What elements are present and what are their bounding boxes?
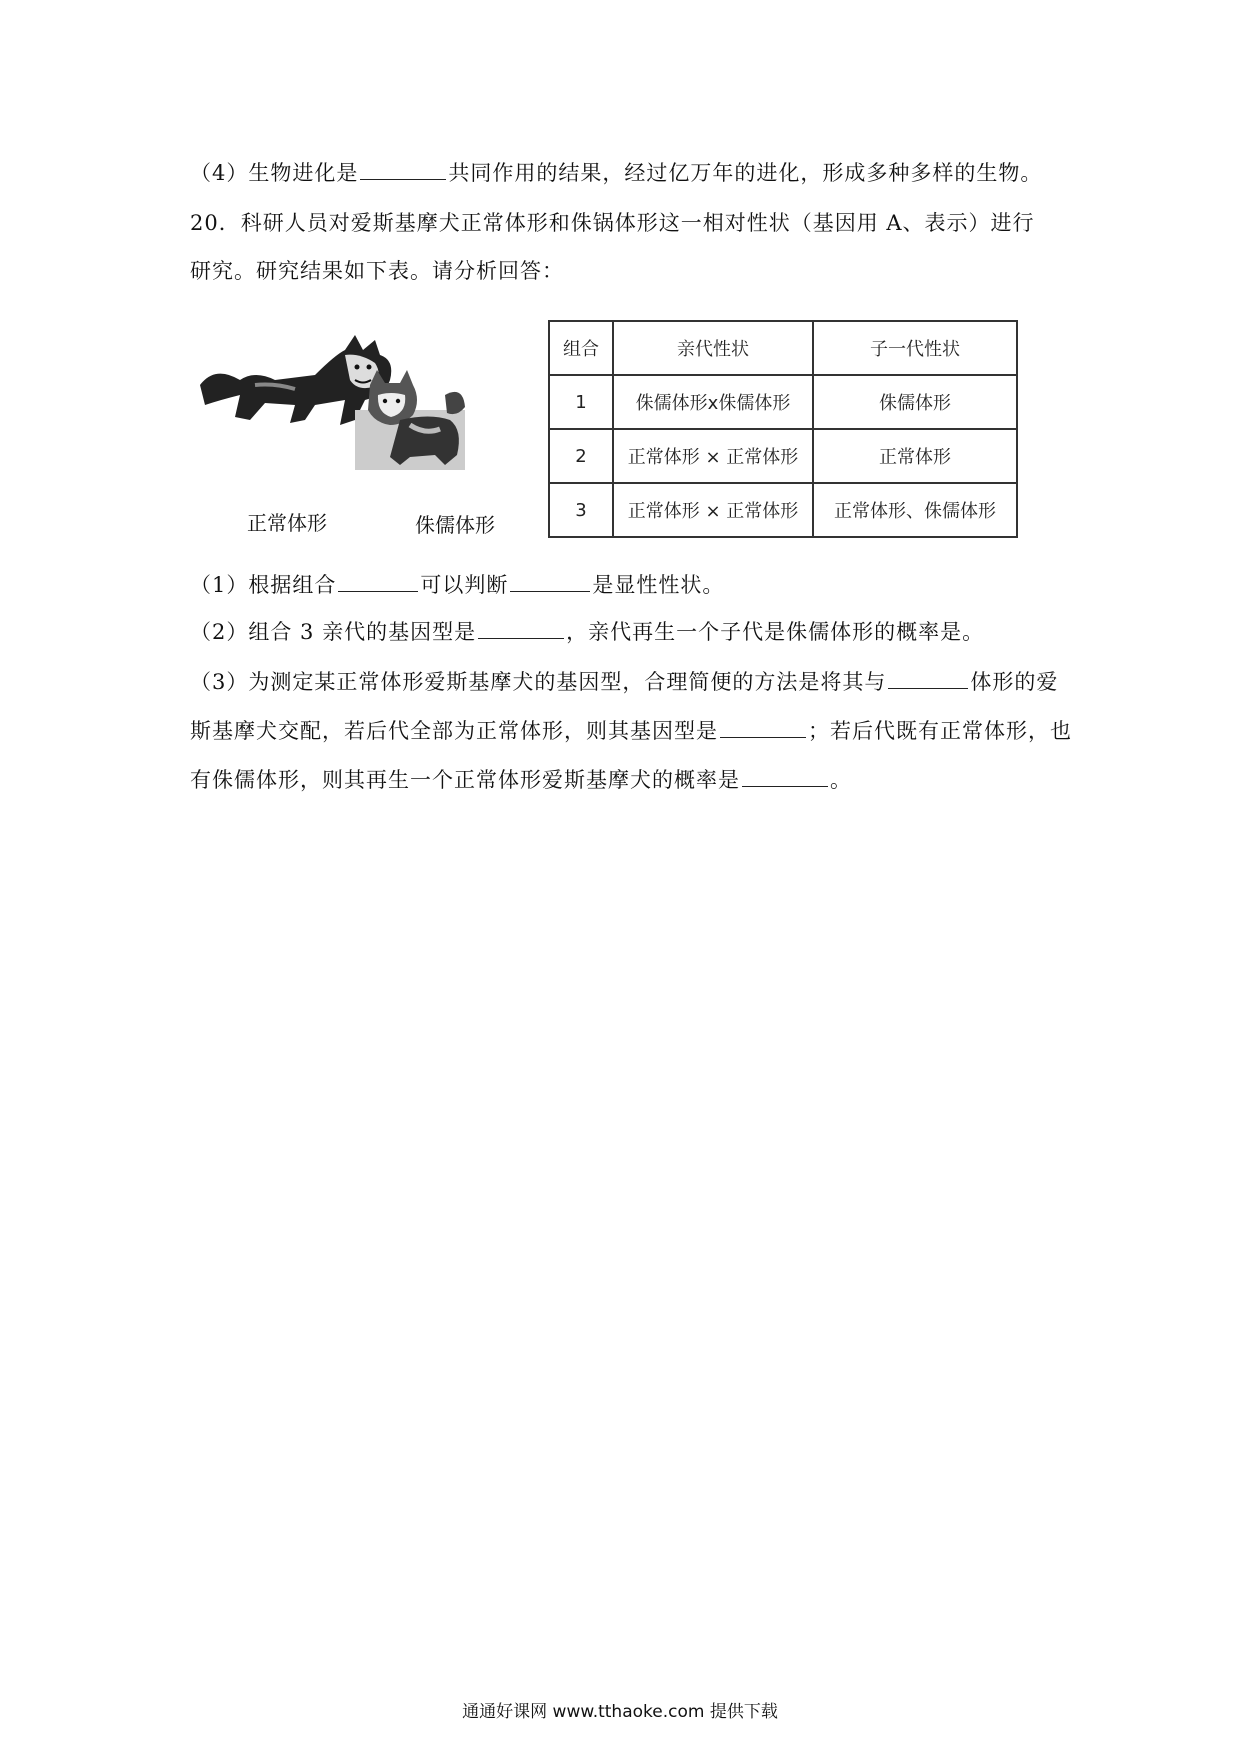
q1-text-a: （1）根据组合	[190, 573, 337, 597]
question-4-suffix: 共同作用的结果，经过亿万年的进化，形成多种多样的生物。	[448, 161, 1043, 185]
sub-question-3-line2	[190, 716, 1072, 746]
dogs-illustration	[195, 325, 525, 475]
q3-text-e: 有侏儒体形，则其再生一个正常体形爱斯基摩犬的概率是	[190, 768, 740, 792]
q2-text-a: （2）组合 3 亲代的基因型是	[190, 620, 477, 644]
cell-id: 3	[549, 483, 613, 537]
q3-text-b: 体形的爱	[970, 670, 1059, 694]
q3-text-d: ；若后代既有正常体形，也	[808, 719, 1072, 743]
table-row	[549, 483, 1017, 537]
cell-offspring: 侏儒体形	[813, 375, 1017, 429]
sub-question-1	[190, 570, 724, 600]
header-cell: 组合	[549, 321, 613, 375]
cell-id: 2	[549, 429, 613, 483]
table-row	[549, 375, 1017, 429]
sub-question-3-line3	[190, 765, 852, 795]
cell-parent: 侏儒体形x侏儒体形	[613, 375, 813, 429]
cell-offspring: 正常体形、侏儒体形	[813, 483, 1017, 537]
q1-text-b: 可以判断	[420, 573, 509, 597]
header-cell: 亲代性状	[613, 321, 813, 375]
table-row	[549, 429, 1017, 483]
answer-blank[interactable]	[720, 717, 806, 738]
q1-text-c: 是显性性状。	[592, 573, 725, 597]
header-cell: 子一代性状	[813, 321, 1017, 375]
question-4-prefix: （4）生物进化是	[190, 161, 359, 185]
dwarf-dog-image	[355, 370, 465, 470]
dogs-figure	[195, 325, 525, 540]
label-normal: 正常体形	[247, 511, 327, 535]
answer-blank[interactable]	[888, 668, 968, 689]
page-footer: 通通好课网 www.tthaoke.com 提供下载	[462, 1702, 778, 1722]
answer-blank[interactable]	[478, 618, 564, 639]
answer-blank[interactable]	[338, 571, 418, 592]
cell-parent: 正常体形 × 正常体形	[613, 483, 813, 537]
sub-question-2	[190, 617, 984, 647]
results-table	[548, 320, 1018, 538]
q3-text-a: （3）为测定某正常体形爱斯基摩犬的基因型，合理简便的方法是将其与	[190, 670, 887, 694]
question-4-line	[190, 158, 1042, 188]
table-header-row	[549, 321, 1017, 375]
answer-blank[interactable]	[360, 159, 446, 180]
q2-text-b: ，亲代再生一个子代是侏儒体形的概率是。	[566, 620, 985, 644]
question-20-intro-line1: 20．科研人员对爱斯基摩犬正常体形和侏锅体形这一相对性状（基因用 A、表示）进行	[190, 211, 1035, 235]
question-20-intro-line2: 研究。研究结果如下表。请分析回答：	[190, 259, 564, 283]
sub-question-3-line1	[190, 667, 1058, 697]
answer-blank[interactable]	[510, 571, 590, 592]
q3-text-f: 。	[830, 768, 852, 792]
label-dwarf: 侏儒体形	[415, 513, 495, 537]
cell-id: 1	[549, 375, 613, 429]
answer-blank[interactable]	[742, 766, 828, 787]
q3-text-c: 斯基摩犬交配，若后代全部为正常体形，则其基因型是	[190, 719, 718, 743]
cell-offspring: 正常体形	[813, 429, 1017, 483]
cell-parent: 正常体形 × 正常体形	[613, 429, 813, 483]
